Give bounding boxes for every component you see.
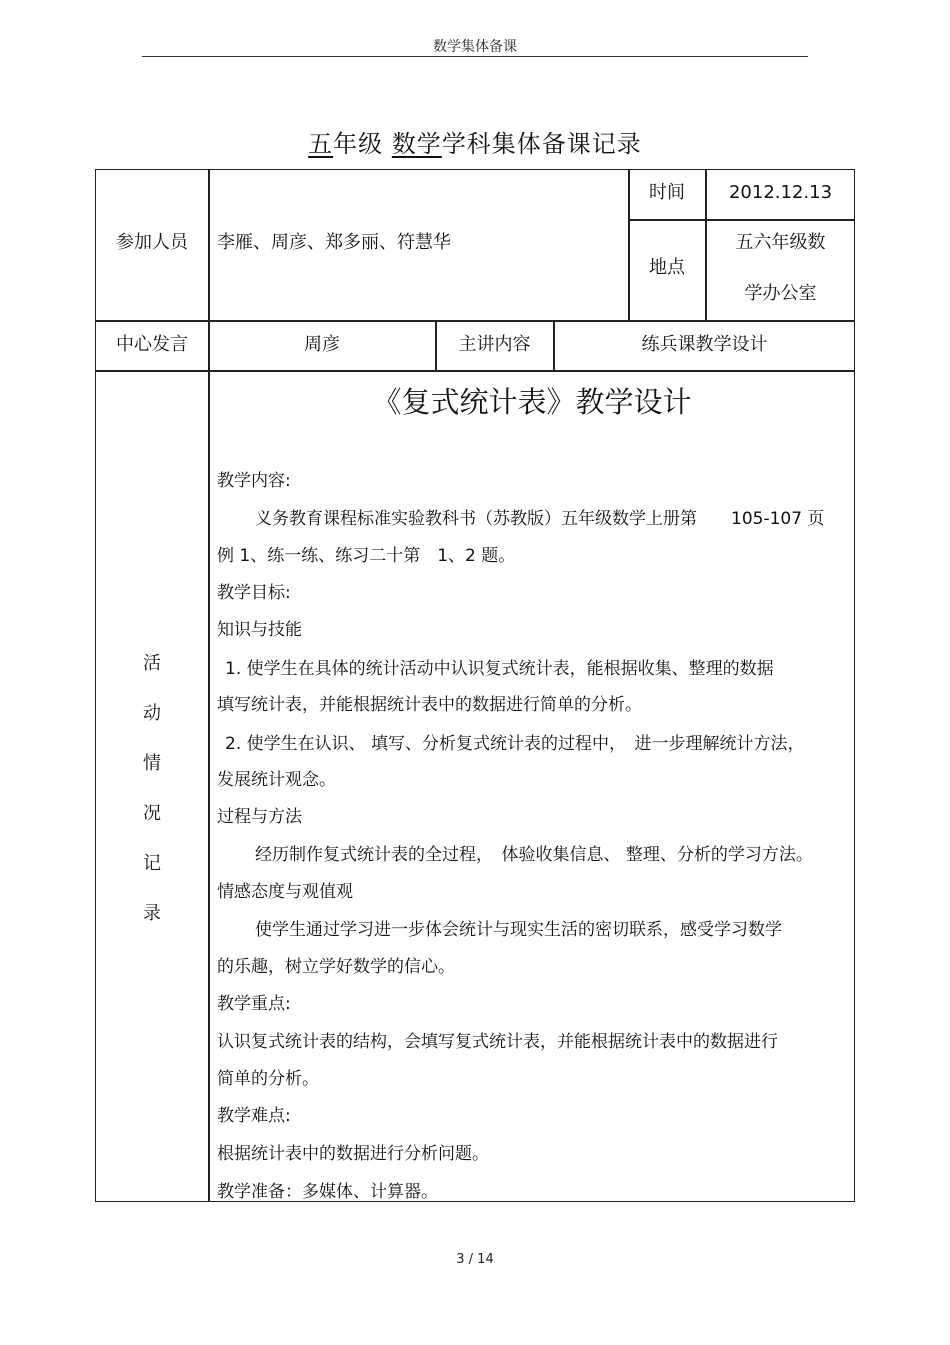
place-value-line2: 学办公室 — [744, 283, 817, 304]
lesson-line: 经历制作复式统计表的全过程， 体验收集信息、 整理、分析的学习方法。 — [255, 845, 813, 865]
lesson-line: 填写统计表，并能根据统计表中的数据进行简单的分析。 — [217, 695, 642, 715]
lesson-line: 教学内容: — [217, 471, 291, 491]
header-rule — [142, 56, 808, 57]
lesson-line: 1. 使学生在具体的统计活动中认识复式统计表，能根据收集、整理的数据 — [225, 659, 774, 679]
place-value-line1: 五六年级数 — [735, 232, 826, 253]
time-value: 2012.12.13 — [728, 182, 833, 203]
row-divider — [629, 219, 855, 221]
topic-label: 主讲内容 — [458, 334, 531, 355]
title-grade: 五 — [308, 130, 334, 158]
speaker-label: 中心发言 — [116, 334, 188, 355]
lesson-line: 知识与技能 — [217, 620, 302, 640]
record-label-char: 况 — [143, 803, 161, 824]
record-label-char: 情 — [143, 753, 161, 774]
lesson-line: 使学生通过学习进一步体会统计与现实生活的密切联系，感受学习数学 — [255, 920, 782, 940]
lesson-line: 的乐趣，树立学好数学的信心。 — [217, 957, 455, 977]
participants-label: 参加人员 — [116, 232, 188, 253]
lesson-line: 2. 使学生在认识、 填写、分析复式统计表的过程中， 进一步理解统计方法， — [225, 734, 805, 754]
place-label: 地点 — [649, 257, 685, 278]
record-label-char: 活 — [143, 653, 161, 674]
lesson-line: 发展统计观念。 — [217, 770, 336, 790]
lesson-line: 认识复式统计表的结构，会填写复式统计表，并能根据统计表中的数据进行 — [217, 1032, 778, 1052]
lesson-line: 教学准备：多媒体、计算器。 — [217, 1182, 438, 1202]
lesson-line: 情感态度与观值观 — [217, 882, 353, 902]
col-divider — [208, 169, 210, 1202]
record-label-char: 录 — [143, 903, 161, 924]
record-label-char: 记 — [143, 853, 161, 874]
page-number: 3 / 14 — [456, 1252, 494, 1267]
lesson-line: 教学难点: — [217, 1106, 291, 1126]
topic-value: 练兵课教学设计 — [641, 334, 768, 355]
lesson-line: 教学目标: — [217, 583, 291, 603]
title-grade-suffix: 年级 — [333, 130, 384, 158]
lesson-title: 《复式统计表》教学设计 — [372, 385, 692, 419]
running-header: 数学集体备课 — [433, 39, 517, 55]
record-label-char: 动 — [143, 703, 161, 724]
participants-value: 李雁、周彦、郑多丽、符慧华 — [217, 232, 451, 253]
record-label — [96, 639, 208, 939]
lesson-line: 义务教育课程标准实验教科书（苏教版）五年级数学上册第 105-107 页 — [255, 509, 825, 529]
time-label: 时间 — [649, 182, 685, 203]
title-subject: 数学 — [391, 130, 442, 158]
lesson-line: 教学重点: — [217, 994, 291, 1014]
lesson-line: 根据统计表中的数据进行分析问题。 — [217, 1144, 489, 1164]
title-suffix: 学科集体备课记录 — [441, 130, 642, 158]
speaker-value: 周彦 — [304, 334, 340, 355]
document-title — [0, 124, 950, 159]
lesson-line: 过程与方法 — [217, 807, 302, 827]
lesson-line: 简单的分析。 — [217, 1069, 319, 1089]
lesson-line: 例 1、练一练、练习二十第 1、2 题。 — [217, 546, 516, 566]
